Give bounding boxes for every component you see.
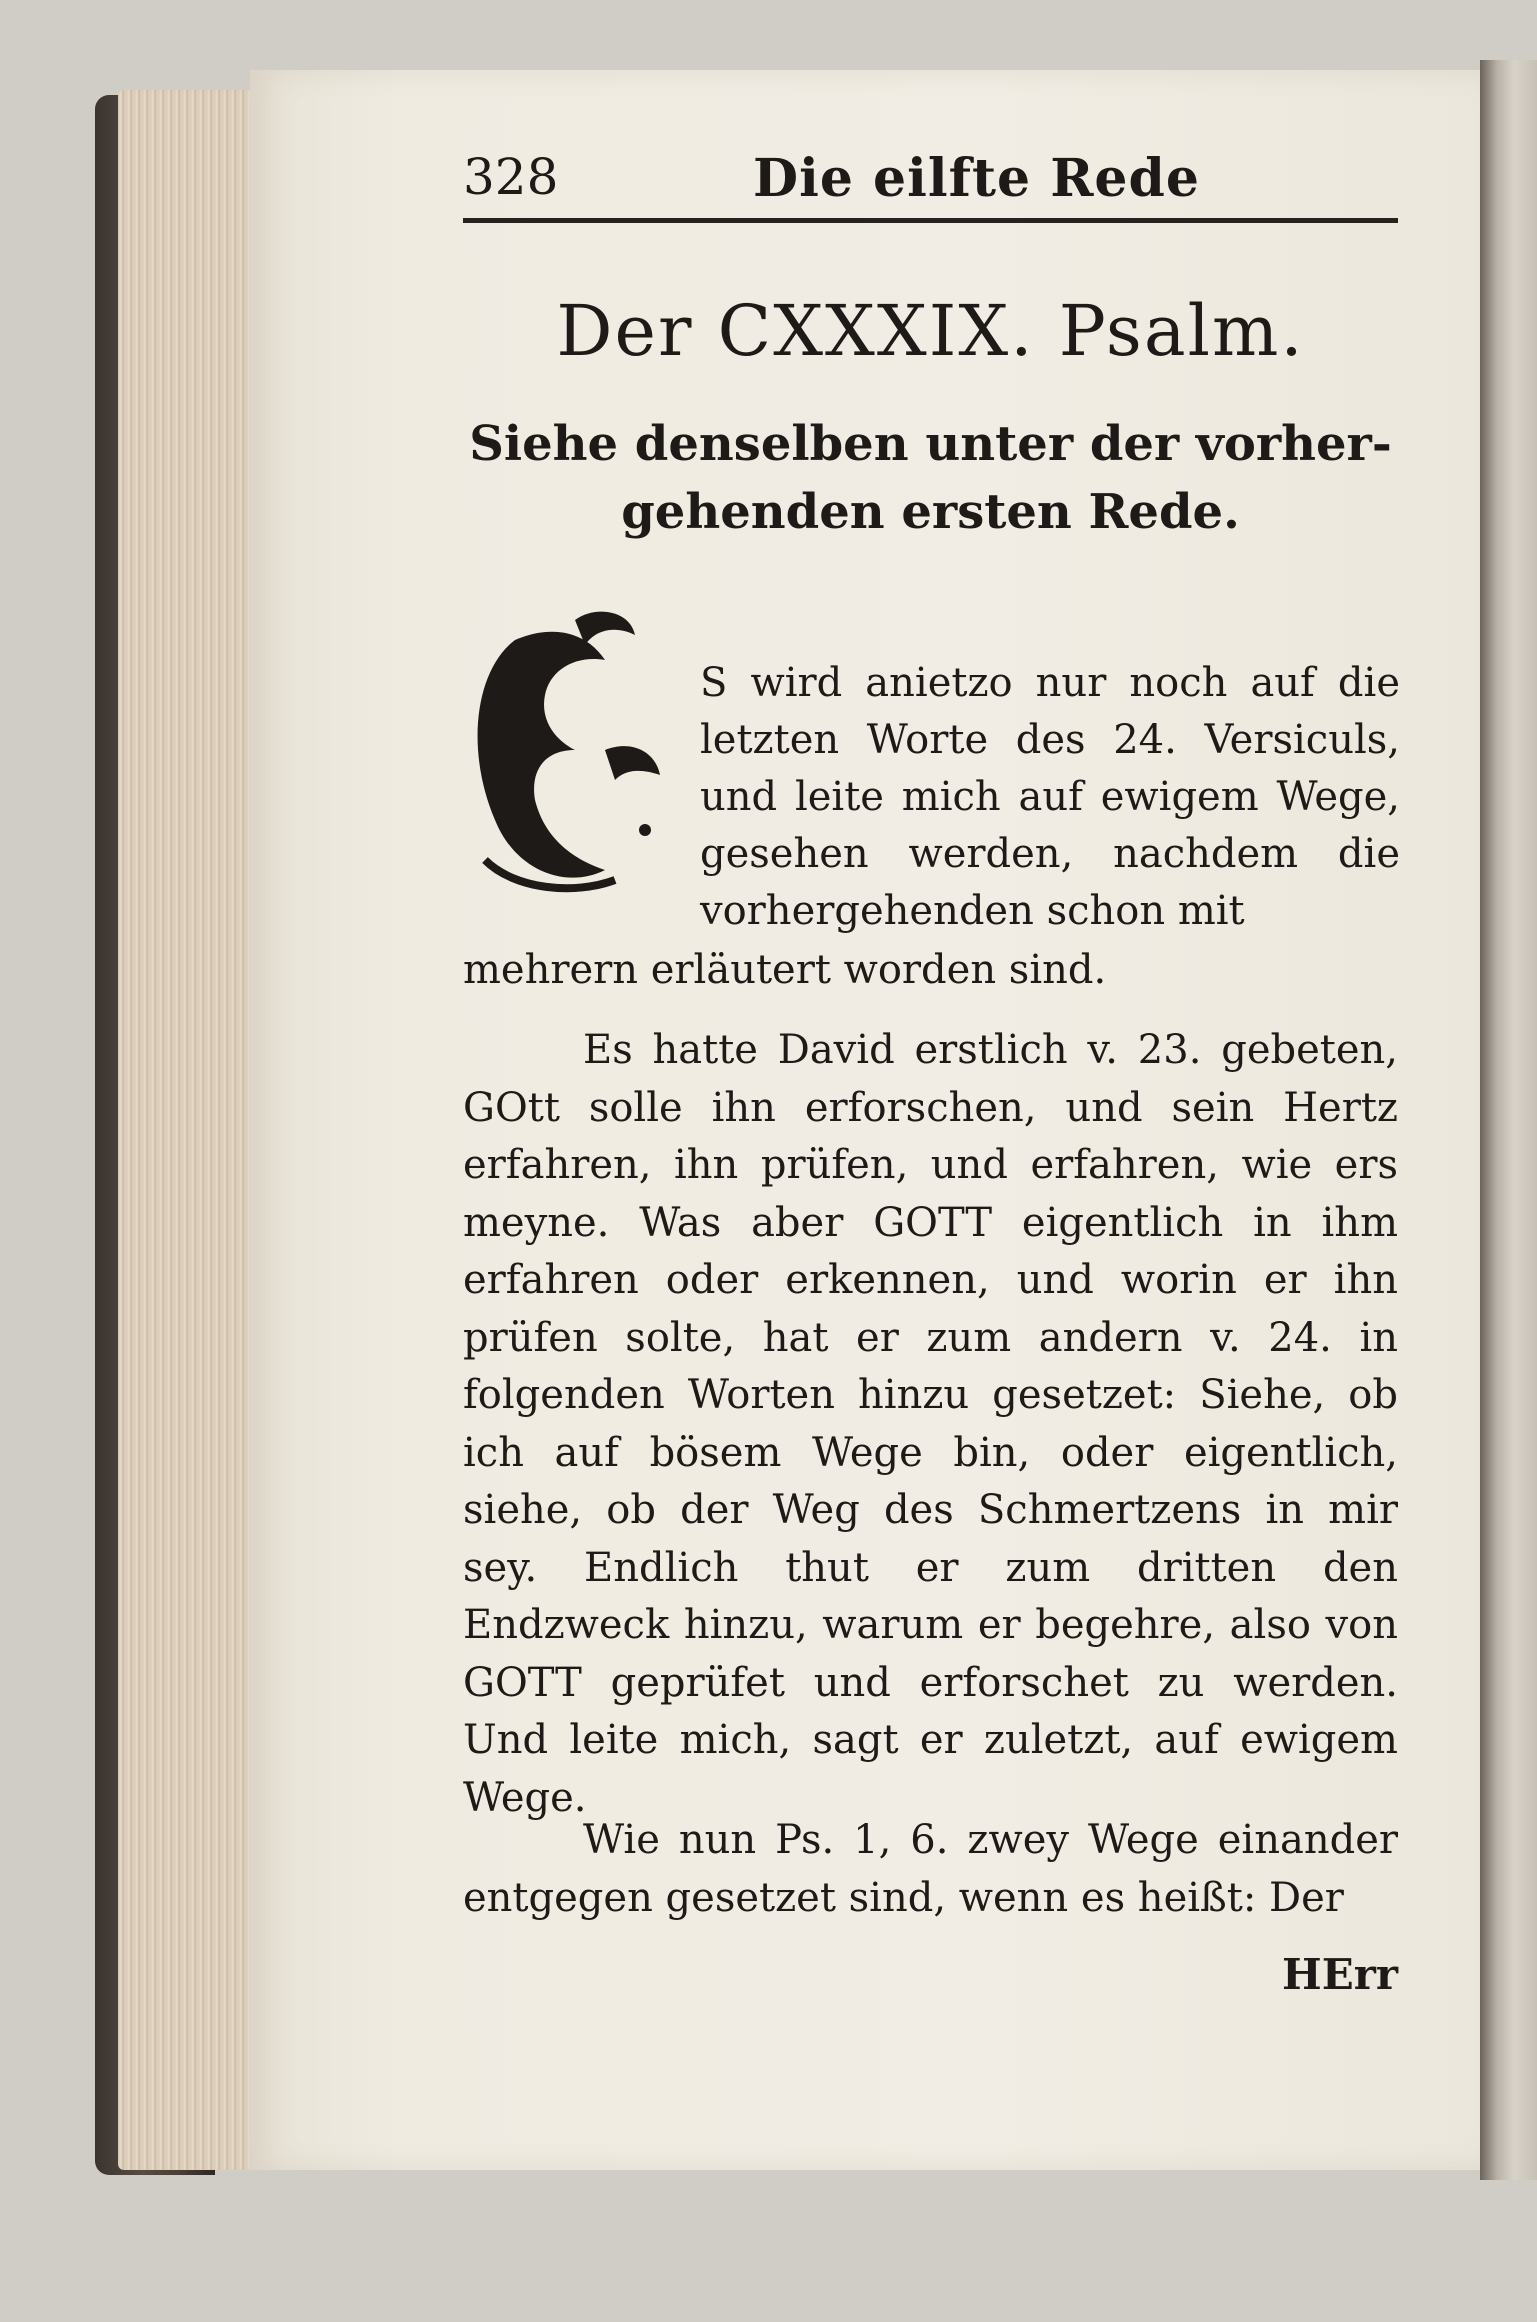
psalm-title: Der CXXXIX. Psalm. <box>556 290 1305 372</box>
catchword: HErr <box>1282 1950 1398 1999</box>
subtitle: Siehe denselben unter der vorher-gehenden ersten Rede. <box>469 416 1392 540</box>
page-edges <box>118 90 268 2170</box>
paragraph-third: Wie nun Ps. 1, 6. zwey Wege einander entgegen gesetzet sind, wenn es heißt: Der <box>463 1817 1398 1921</box>
facing-page-edge <box>1480 60 1537 2180</box>
page-header <box>463 148 1398 218</box>
paragraph-first: S wird anietzo nur noch auf die letzten Worte des 24. Versiculs, und leite mich auf ewigem Wege, gesehen werden, nachdem die vorhergehenden schon mit <box>700 660 1400 934</box>
running-title: Die eilfte Rede <box>753 148 1200 209</box>
page-number: 328 <box>463 148 559 206</box>
header-rule <box>463 218 1398 223</box>
paragraph-first-tail: mehrern erläutert worden sind. <box>463 947 1107 993</box>
paragraph-second: Es hatte David erstlich v. 23. gebeten, GOtt solle ihn erforschen, und sein Hertz erfahren, ihn prüfen, und erfahren, wie ers meyne. Was aber GOTT eigentlich in ihm erfahren oder erkennen, und worin er ihn prüfen solte, hat er zum andern v. 24. in folgenden Worten hinzu gesetzet: Siehe, ob ich auf bösem Wege bin, oder eigentlich, siehe, ob der Weg des Schmertzens in mir sey. Endlich thut er zum dritten den Endzweck hinzu, warum er begehre, also von GOTT geprüfet und erforschet zu werden. Und leite mich, sagt er zuletzt, auf ewigem Wege. <box>463 1027 1398 1821</box>
decorated-initial-e-icon <box>455 600 685 900</box>
